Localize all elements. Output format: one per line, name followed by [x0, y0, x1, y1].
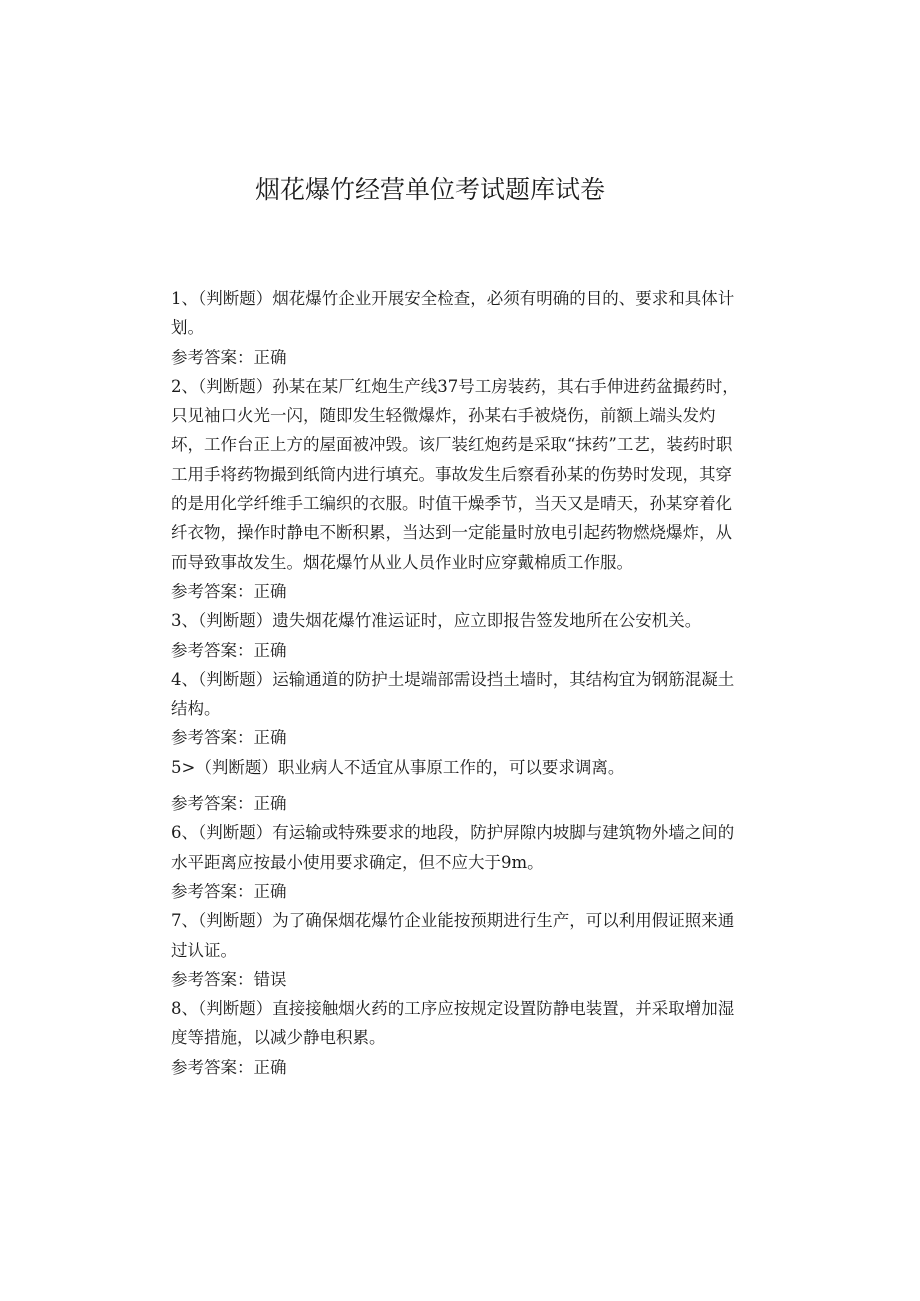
answer-6-text: 参考答案：正确 [171, 881, 287, 901]
document-title: 烟花爆竹经营单位考试题库试卷 [254, 175, 605, 204]
answer-4-text: 参考答案：正确 [171, 728, 287, 748]
question-5-text: 5>（判断题）职业病人不适宜从事原工作的，可以要求调离。 [171, 757, 625, 777]
question-1-text: 1、（判断题）烟花爆竹企业开展安全检查，必须有明确的目的、要求和具体计划。 [171, 289, 735, 338]
question-4-text: 4、（判断题）运输通道的防护土堤端部需设挡土墙时，其结构宜为钢筋混凝土结构。 [171, 669, 735, 719]
answer-8-text: 参考答案：正确 [171, 1057, 287, 1077]
question-8-text: 8、（判断题）直接接触烟火药的工序应按规定设置防静电装置，并采取增加湿度等措施，以减少静电积累。 [171, 999, 735, 1048]
answer-2-text: 参考答案：正确 [171, 581, 287, 601]
answer-1-text: 参考答案：正确 [171, 347, 287, 367]
question-6-text: 6、（判断题）有运输或特殊要求的地段，防护屏隙内坡脚与建筑物外墙之间的水平距离应按最小使用要求确定，但不应大于9m。 [171, 823, 735, 872]
answer-3-text: 参考答案：正确 [171, 640, 287, 660]
question-list [171, 284, 746, 1082]
question-7-text: 7、（判断题）为了确保烟花爆竹企业能按预期进行生产，可以利用假证照来通过认证。 [171, 911, 735, 960]
question-3-text: 3、（判断题）遗失烟花爆竹准运证时，应立即报告签发地所在公安机关。 [171, 611, 702, 631]
answer-5-text: 参考答案：正确 [171, 794, 287, 814]
answer-7-text: 参考答案：错误 [171, 969, 287, 989]
question-2-text: 2、（判断题）孙某在某厂红炮生产线37号工房装药，其右手伸进药盆撮药时，只见袖口火光一闪，随即发生轻微爆炸，孙某右手被烧伤，前额上端头发灼坏，工作台正上方的屋面被冲毁。该厂装红炮药是采取“抹药”工艺，装药时职工用手将药物撮到纸筒内进行填充。事故发生后察看孙某的伤势时发现，其穿的是用化学纤维手工编织的衣服。时值干燥季节，当天又是晴天，孙某穿着化纤衣物，操作时静电不断积累，当达到一定能量时放电引起药物燃烧爆炸，从而导致事故发生。烟花爆竹从业人员作业时应穿戴棉质工作服。 [171, 376, 739, 572]
